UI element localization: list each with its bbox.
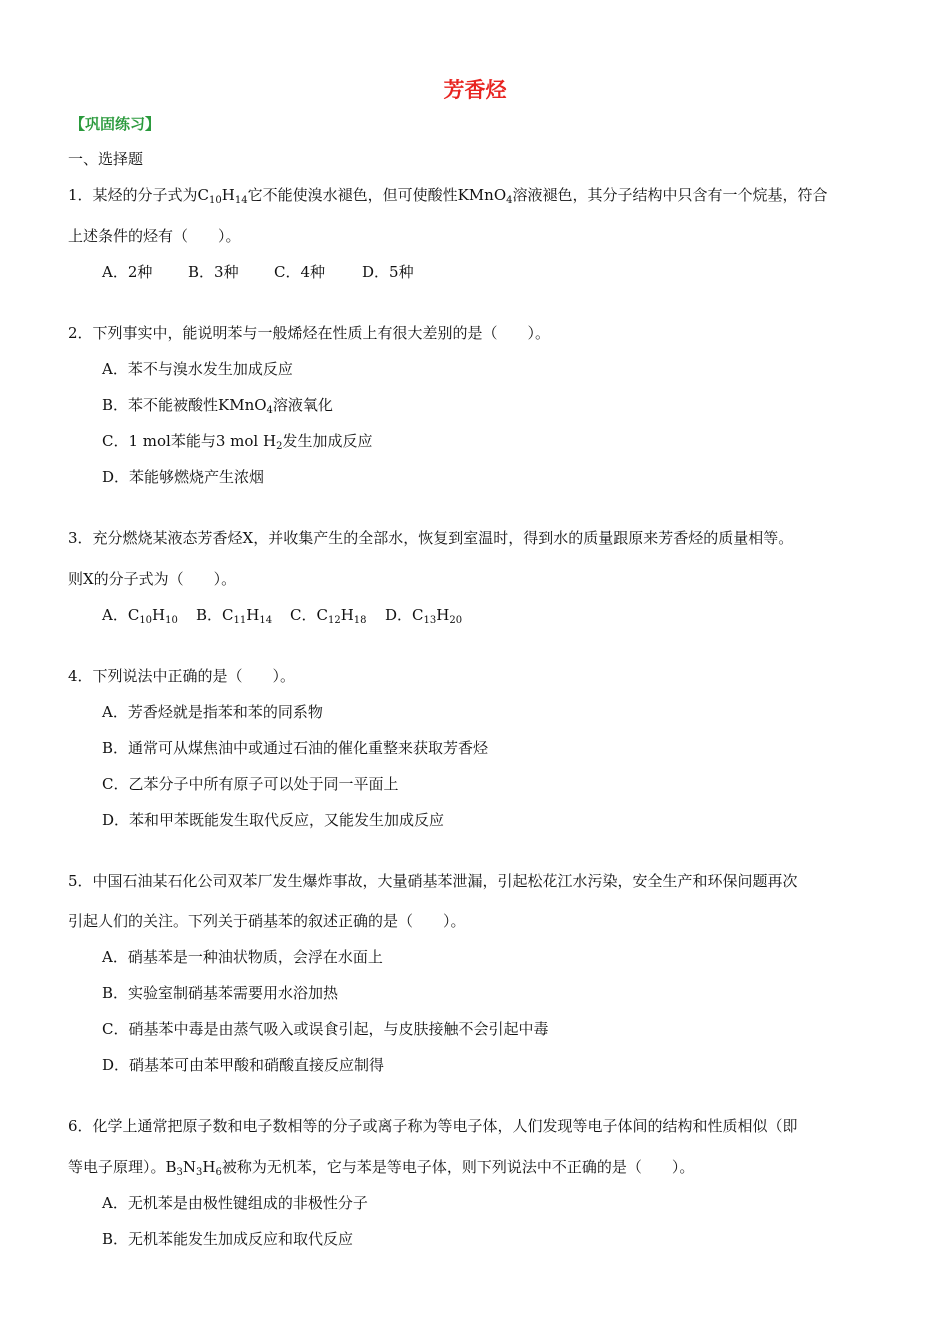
question-5-line-2: 引起人们的关注。下列关于硝基苯的叙述正确的是（ ）。 (68, 912, 466, 930)
option-c: C．4种 (274, 263, 326, 281)
question-6-line-1: 6．化学上通常把原子数和电子数相等的分子或离子称为等电子体，人们发现等电子体间的结构和性质相似（即 (68, 1117, 798, 1135)
question-5-option-c: C．硝基苯中毒是由蒸气吸入或误食引起，与皮肤接触不会引起中毒 (102, 1020, 549, 1038)
part-heading: 一、选择题 (68, 150, 144, 168)
question-2-line-1: 2．下列事实中，能说明苯与一般烯烃在性质上有很大差别的是（ ）。 (68, 324, 551, 342)
question-2-option-a: A．苯不与溴水发生加成反应 (102, 360, 293, 378)
question-4-option-b: B．通常可从煤焦油中或通过石油的催化重整来获取芳香烃 (102, 739, 489, 757)
question-1-line-2: 上述条件的烃有（ ）。 (68, 227, 241, 245)
question-4-line-1: 4．下列说法中正确的是（ ）。 (68, 667, 296, 685)
question-1-line-1: 1．某烃的分子式为$C_{10}H_{14}$它不能使溴水褪色，但可使酸性KMnO$_4$溶液褪色，其分子结构中只含有一个烷基，符合 (68, 186, 828, 206)
question-3-line-1: 3．充分燃烧某液态芳香烃X，并收集产生的全部水，恢复到室温时，得到水的质量跟原来芳香烃的质量相等。 (68, 529, 794, 547)
option-d: D．5种 (362, 263, 414, 281)
question-6-option-b: B．无机苯能发生加成反应和取代反应 (102, 1230, 354, 1248)
question-2-option-b: B．苯不能被酸性KMnO$_4$溶液氧化 (102, 396, 333, 416)
question-2-option-c: C．1 mol苯能与3 mol $H_2$发生加成反应 (102, 432, 373, 452)
page-title: 芳香烃 (443, 78, 507, 102)
question-5-line-1: 5．中国石油某石化公司双苯厂发生爆炸事故，大量硝基苯泄漏，引起松花江水污染，安全生产和环保问题再次 (68, 872, 798, 890)
option-b: B．3种 (188, 263, 239, 281)
section-label: 【巩固练习】 (70, 115, 161, 133)
question-2-option-d: D．苯能够燃烧产生浓烟 (102, 468, 265, 486)
question-5-option-d: D．硝基苯可由苯甲酸和硝酸直接反应制得 (102, 1056, 385, 1074)
question-6-option-a: A．无机苯是由极性键组成的非极性分子 (102, 1194, 368, 1212)
option-a: A．2种 (102, 263, 153, 281)
question-6-line-2: 等电子原理）。$B_3N_3H_6$被称为无机苯，它与苯是等电子体，则下列说法中不正确的是（ ）。 (68, 1158, 695, 1178)
question-5-option-b: B．实验室制硝基苯需要用水浴加热 (102, 984, 339, 1002)
question-4-option-a: A．芳香烃就是指苯和苯的同系物 (102, 703, 323, 721)
question-3-line-2: 则X的分子式为（ ）。 (68, 570, 237, 588)
question-4-option-c: C．乙苯分子中所有原子可以处于同一平面上 (102, 775, 399, 793)
question-4-option-d: D．苯和甲苯既能发生取代反应，又能发生加成反应 (102, 811, 445, 829)
option-b: B．$C_{11}H_{14}$ (196, 606, 273, 626)
option-d: D．$C_{13}H_{20}$ (385, 606, 463, 626)
option-a: A．$C_{10}H_{10}$ (102, 606, 178, 626)
option-c: C．$C_{12}H_{18}$ (290, 606, 367, 626)
question-5-option-a: A．硝基苯是一种油状物质，会浮在水面上 (102, 948, 383, 966)
